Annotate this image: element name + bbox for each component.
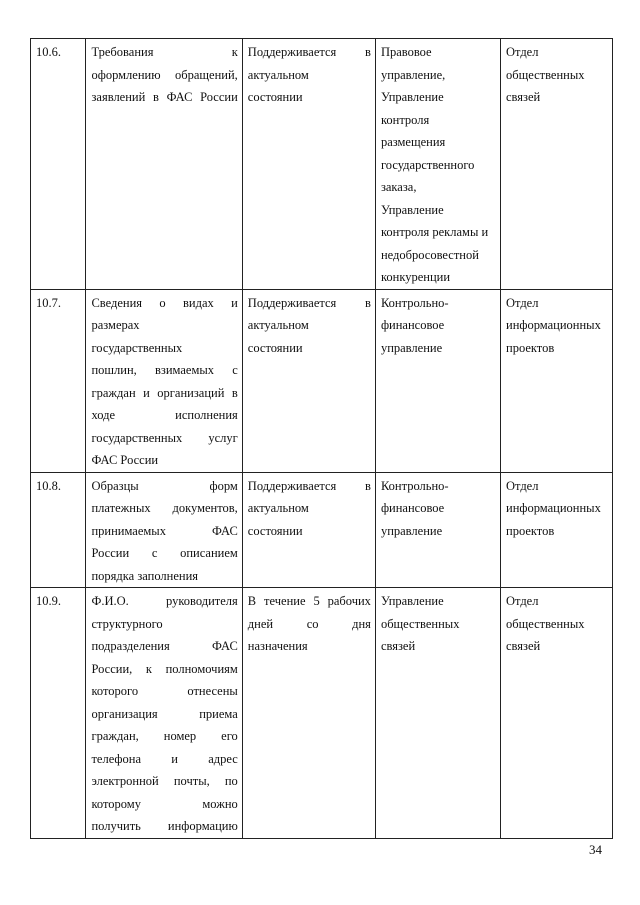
item-number: 10.9. [36, 594, 61, 608]
information-cell [86, 588, 242, 839]
item-number-cell [31, 289, 86, 472]
information-cell [86, 39, 242, 290]
cell-text-line: заказа, [380, 180, 417, 194]
cell-text-line: Отдел [506, 295, 539, 310]
cell-text-line: проектов [506, 340, 555, 355]
cell-text-line: актуальном [247, 67, 309, 82]
cell-text-line: связей [506, 639, 541, 653]
cell-text-line: информационных [506, 501, 601, 515]
responsible-unit-cell [375, 289, 500, 472]
cell-text-line: России, к полномочиям [91, 661, 238, 676]
information-cell [86, 472, 242, 588]
cell-text-line: получить информацию [91, 819, 238, 833]
update-term-cell [242, 39, 375, 290]
cell-text-line: Правовое [380, 45, 432, 59]
cell-text-line: которого отнесены [91, 684, 238, 698]
responsible-unit-cell [375, 472, 500, 588]
table-row [31, 472, 613, 588]
cell-text-line: Отдел [506, 45, 539, 59]
cell-text-line: размерах [91, 318, 140, 332]
cell-text-line: принимаемых ФАС [91, 523, 238, 538]
cell-text-line: платежных документов, [91, 501, 238, 515]
cell-text-line: дней со дня [247, 616, 371, 631]
cell-text-line: Поддерживается в [247, 478, 371, 493]
cell-text-line: недобросовестной [380, 247, 479, 262]
cell-text-line: России с описанием [91, 546, 238, 560]
item-number-cell [31, 472, 86, 588]
update-term-cell [242, 588, 375, 839]
cell-text-line: В течение 5 рабочих [247, 594, 371, 608]
table-row [31, 289, 613, 472]
cell-text-line: Поддерживается в [247, 45, 371, 59]
cell-text-line: назначения [247, 639, 308, 653]
cell-text-line: Управление [380, 202, 444, 217]
cell-text-line: Отдел [506, 594, 539, 608]
cell-text-line: Поддерживается в [247, 295, 371, 310]
cell-text-line: государственного [380, 157, 475, 172]
cell-text-line: Управление [380, 90, 444, 104]
cell-text-line: конкуренции [380, 270, 451, 284]
cell-text-line: общественных [506, 616, 585, 631]
cell-text-line: контроля рекламы и [380, 225, 489, 239]
cell-text-line: Сведения о видах и [91, 295, 238, 310]
update-term-cell [242, 289, 375, 472]
cell-text-line: структурного [91, 616, 163, 631]
cell-text-line: управление [380, 340, 443, 355]
update-term-cell [242, 472, 375, 588]
cell-text-line: государственных [91, 340, 183, 355]
cell-text-line: граждан, номер его [91, 729, 238, 743]
document-table [30, 38, 613, 839]
cell-text-line: информационных [506, 318, 601, 332]
cell-text-line: ходе исполнения [91, 408, 238, 422]
cell-text-line: актуальном [247, 501, 309, 515]
placing-unit-cell [501, 289, 613, 472]
table-body [31, 39, 613, 839]
cell-text-line: Отдел [506, 478, 539, 493]
table-row [31, 39, 613, 290]
cell-text-line: электронной почты, по [91, 774, 238, 788]
cell-text-line: государственных услуг [91, 430, 238, 445]
placing-unit-cell [501, 588, 613, 839]
item-number: 10.7. [36, 295, 61, 310]
cell-text-line: общественных [380, 616, 460, 631]
cell-text-line: оформлению обращений, [91, 67, 238, 82]
cell-text-line: актуальном [247, 318, 309, 332]
cell-text-line: граждан и организаций в [91, 385, 238, 400]
cell-text-line: состоянии [247, 90, 303, 104]
item-number: 10.8. [36, 478, 61, 493]
cell-text-line: контроля [380, 112, 430, 127]
table-row [31, 588, 613, 839]
cell-text-line: Ф.И.О. руководителя [91, 594, 238, 608]
item-number-cell [31, 588, 86, 839]
information-cell [86, 289, 242, 472]
cell-text-line: которому можно [91, 796, 238, 811]
item-number-cell [31, 39, 86, 290]
cell-text-line: общественных [506, 67, 585, 82]
cell-text-line: Образцы форм [91, 478, 238, 493]
cell-text-line: проектов [506, 523, 555, 538]
cell-text-line: ФАС России [91, 453, 159, 467]
cell-text-line: связей [506, 90, 541, 104]
cell-text-line: порядка заполнения [91, 568, 199, 583]
responsible-unit-cell [375, 588, 500, 839]
cell-text-line: подразделения ФАС [91, 639, 238, 653]
cell-text-line: Контрольно- [380, 478, 449, 493]
cell-text-line: финансовое [380, 318, 445, 332]
cell-text-line: финансовое [380, 501, 445, 515]
cell-text-line: организация приема [91, 706, 238, 721]
cell-text-line: Контрольно- [380, 295, 449, 310]
cell-text-line: состоянии [247, 523, 303, 538]
page-number: 34 [589, 842, 602, 857]
cell-text-line: пошлин, взимаемых с [91, 363, 238, 377]
cell-text-line: Требования к [91, 45, 238, 59]
cell-text-line: управление [380, 523, 443, 538]
cell-text-line: состоянии [247, 340, 303, 355]
responsible-unit-cell [375, 39, 500, 290]
cell-text-line: Управление [380, 594, 444, 608]
cell-text-line: размещения [380, 135, 446, 149]
placing-unit-cell [501, 39, 613, 290]
item-number: 10.6. [36, 45, 61, 59]
cell-text-line: управление, [380, 67, 446, 82]
cell-text-line: заявлений в ФАС России [91, 90, 238, 104]
cell-text-line: телефона и адрес [91, 751, 238, 766]
placing-unit-cell [501, 472, 613, 588]
cell-text-line: связей [380, 639, 416, 653]
